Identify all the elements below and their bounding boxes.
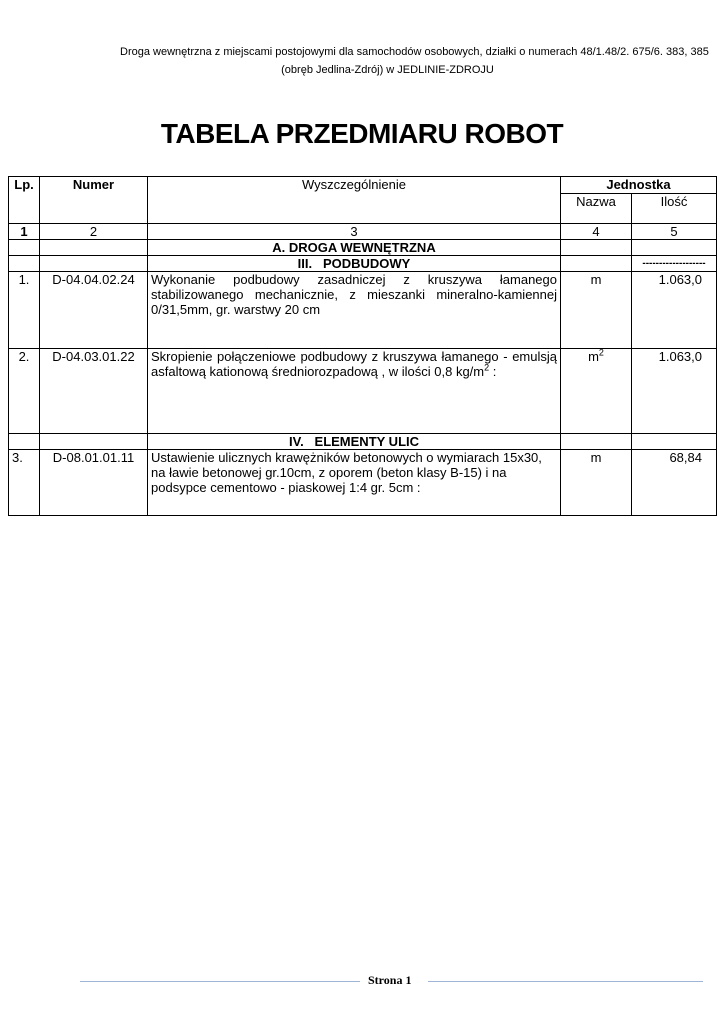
row-opis-sup: 2 (484, 362, 490, 373)
row-opis: Wykonanie podbudowy zasadniczej z kruszywa łamanego stabilizowanego mechanicznie, z mieszanki mineralno-kamiennej 0/31,5mm, gr. warstwy 20 cm (148, 272, 561, 349)
colnum-5: 5 (632, 224, 717, 240)
header-line-1: Droga wewnętrzna z miejscami postojowymi dla samochodów osobowych, działki o numerach 48/1.48/2. 675/6. 383, 385 (120, 46, 709, 58)
footer-divider-left (80, 981, 360, 982)
row-ilosc: 68,84 (632, 450, 717, 516)
section-iv-title: IV. ELEMENTY ULIC (148, 434, 561, 450)
row-opis-text: Skropienie połączeniowe podbudowy z kruszywa łamanego - emulsją asfaltową kationową średniorozpadową , w ilości 0,8 kg/m (151, 349, 557, 379)
row-nazwa (561, 349, 632, 434)
row-nazwa-sup: 2 (598, 347, 604, 358)
row-lp: 2. (9, 349, 40, 434)
table-row (9, 272, 717, 349)
section-row (9, 434, 717, 450)
section-a-title: A. DROGA WEWNĘTRZNA (148, 240, 561, 256)
row-ilosc: 1.063,0 (632, 272, 717, 349)
row-opis-tail: : (489, 364, 497, 379)
section-iii-title: III. PODBUDOWY (148, 256, 561, 272)
row-numer: D-04.03.01.22 (40, 349, 148, 434)
colnum-4: 4 (561, 224, 632, 240)
header-line-2: (obręb Jedlina-Zdrój) w JEDLINIE-ZDROJU (281, 64, 494, 76)
row-opis: Ustawienie ulicznych krawężników betonowych o wymiarach 15x30, na ławie betonowej gr.10cm, z oporem (beton klasy B-15) i na podsypce cementowo - piaskowej 1:4 gr. 5cm : (148, 450, 561, 516)
header-wyszczegolnienie: Wyszczególnienie (148, 177, 561, 224)
header-lp: Lp. (9, 177, 40, 224)
section-row (9, 240, 717, 256)
przedmiar-table (8, 176, 717, 516)
table-row (9, 349, 717, 434)
row-lp: 1. (9, 272, 40, 349)
section-row (9, 256, 717, 272)
row-nazwa-unit: m (588, 349, 599, 364)
row-opis (148, 349, 561, 434)
row-lp: 3. (9, 450, 40, 516)
colnum-1: 1 (9, 224, 40, 240)
header-nazwa: Nazwa (561, 194, 632, 224)
footer-divider-right (428, 981, 703, 982)
colnum-2: 2 (40, 224, 148, 240)
row-ilosc: 1.063,0 (632, 349, 717, 434)
page-number: Strona 1 (368, 973, 412, 987)
page-title: TABELA PRZEDMIARU ROBOT (160, 118, 564, 149)
section-iii-dashes: ------------------- (632, 256, 717, 272)
document-header (60, 43, 715, 79)
header-ilosc: Ilość (632, 194, 717, 224)
row-numer: D-08.01.01.11 (40, 450, 148, 516)
row-numer: D-04.04.02.24 (40, 272, 148, 349)
row-nazwa: m (561, 450, 632, 516)
colnum-3: 3 (148, 224, 561, 240)
table-row (9, 450, 717, 516)
row-nazwa: m (561, 272, 632, 349)
header-numer: Numer (40, 177, 148, 224)
column-number-row (9, 224, 717, 240)
header-jednostka: Jednostka (561, 177, 717, 194)
